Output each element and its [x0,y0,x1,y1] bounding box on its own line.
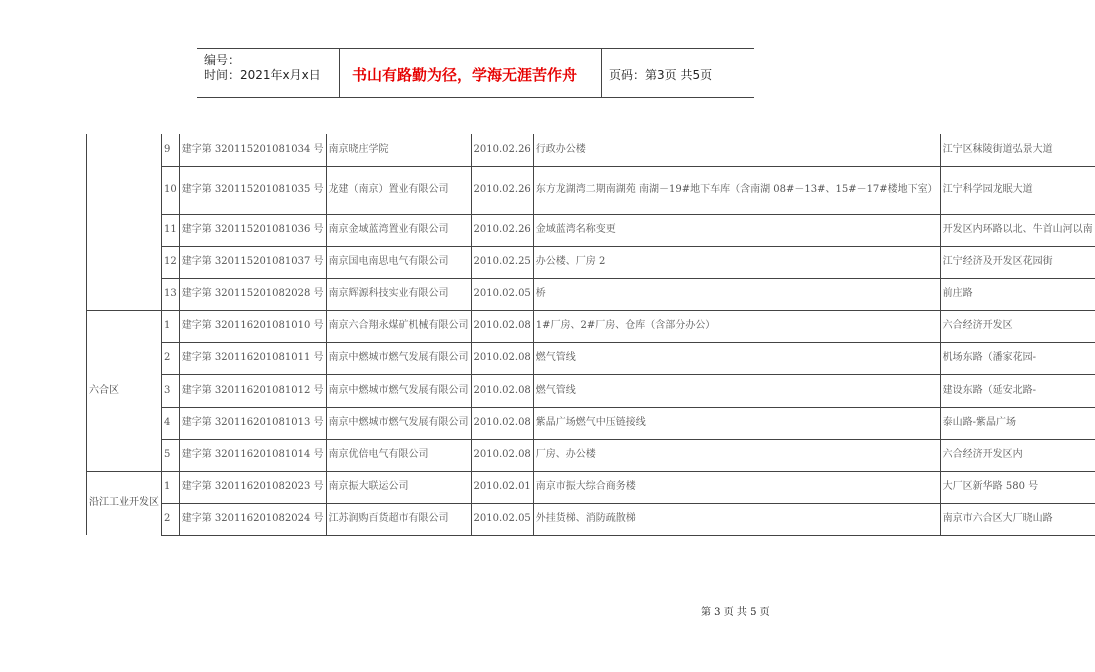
project-name: 金域蓝湾名称变更 [533,214,940,246]
applicant-unit: 南京国电南思电气有限公司 [326,246,471,278]
row-number: 1 [162,310,180,342]
row-number: 3 [162,374,180,407]
document-time-label: 时间：2021年x月x日 [204,68,321,82]
issue-date: 2010.02.08 [471,407,533,439]
district-cell: 六合区 [87,310,162,471]
header-divider [339,49,340,97]
table-row [87,166,1095,214]
permit-number: 建字第 320116201081013 号 [179,407,326,439]
project-name: 桥 [533,278,940,310]
applicant-unit: 南京辉源科技实业有限公司 [326,278,471,310]
project-address: 六合经济开发区 [940,310,1095,342]
applicant-unit: 南京金域蓝湾置业有限公司 [326,214,471,246]
applicant-unit: 南京中燃城市燃气发展有限公司 [326,374,471,407]
table-row [87,134,1095,166]
project-address: 机场东路（潘家花园- [940,342,1095,374]
issue-date: 2010.02.05 [471,503,533,535]
row-number: 12 [162,246,180,278]
district-cell: 沿江工业开发区 [87,471,162,535]
issue-date: 2010.02.08 [471,310,533,342]
applicant-unit: 南京优倍电气有限公司 [326,439,471,471]
project-name: 行政办公楼 [533,134,940,166]
project-address: 大厂区新华路 580 号 [940,471,1095,503]
permit-number: 建字第 320116201081010 号 [179,310,326,342]
table-row [87,278,1095,310]
header-page-number: 页码：第3页 共5页 [609,68,713,82]
row-number: 13 [162,278,180,310]
permit-number: 建字第 320115201081034 号 [179,134,326,166]
project-address: 开发区内环路以北、牛首山河以南 [940,214,1095,246]
document-number-label: 编号： [204,53,241,67]
district-cell [87,134,162,310]
table-row [87,246,1095,278]
project-name: 东方龙湖湾二期南湖苑 南湖－19#地下车库（含南湖 08#－13#、15#－17#楼地下室） [533,166,940,214]
permit-table [86,134,1095,536]
project-address: 前庄路 [940,278,1095,310]
permit-number: 建字第 320116201082024 号 [179,503,326,535]
permit-number: 建字第 320116201081011 号 [179,342,326,374]
row-number: 5 [162,439,180,471]
project-name: 外挂货梯、消防疏散梯 [533,503,940,535]
row-number: 11 [162,214,180,246]
row-number: 9 [162,134,180,166]
project-name: 办公楼、厂房 2 [533,246,940,278]
table-row [87,214,1095,246]
issue-date: 2010.02.26 [471,166,533,214]
project-name: 南京市振大综合商务楼 [533,471,940,503]
issue-date: 2010.02.01 [471,471,533,503]
table-row [87,374,1095,407]
project-name: 厂房、办公楼 [533,439,940,471]
project-address: 泰山路-紫晶广场 [940,407,1095,439]
table-row [87,310,1095,342]
applicant-unit: 南京六合翔永煤矿机械有限公司 [326,310,471,342]
page-footer: 第 3 页 共 5 页 [701,607,770,618]
table-row [87,471,1095,503]
project-address: 建设东路（延安北路- [940,374,1095,407]
applicant-unit: 南京晓庄学院 [326,134,471,166]
permit-number: 建字第 320115201081036 号 [179,214,326,246]
row-number: 10 [162,166,180,214]
issue-date: 2010.02.25 [471,246,533,278]
table-row [87,342,1095,374]
applicant-unit: 南京中燃城市燃气发展有限公司 [326,342,471,374]
project-name: 紫晶广场燃气中压链接线 [533,407,940,439]
permit-number: 建字第 320115201082028 号 [179,278,326,310]
project-address: 六合经济开发区内 [940,439,1095,471]
applicant-unit: 江苏润购百货超市有限公司 [326,503,471,535]
permit-number: 建字第 320116201082023 号 [179,471,326,503]
permit-number: 建字第 320116201081012 号 [179,374,326,407]
project-address: 江宁科学园龙眠大道 [940,166,1095,214]
project-address: 南京市六合区大厂晓山路 [940,503,1095,535]
row-number: 2 [162,503,180,535]
header-motto: 书山有路勤为径，学海无涯苦作舟 [352,66,578,84]
applicant-unit: 南京振大联运公司 [326,471,471,503]
project-address: 江宁经济及开发区花园街 [940,246,1095,278]
permit-number: 建字第 320115201081037 号 [179,246,326,278]
row-number: 4 [162,407,180,439]
header-divider [601,49,602,97]
permit-number: 建字第 320116201081014 号 [179,439,326,471]
permit-number: 建字第 320115201081035 号 [179,166,326,214]
table-row [87,503,1095,535]
project-name: 燃气管线 [533,342,940,374]
table-row [87,407,1095,439]
issue-date: 2010.02.08 [471,342,533,374]
table-row [87,439,1095,471]
issue-date: 2010.02.05 [471,278,533,310]
issue-date: 2010.02.26 [471,214,533,246]
project-name: 1#厂房、2#厂房、仓库（含部分办公） [533,310,940,342]
page-header [197,48,754,98]
row-number: 1 [162,471,180,503]
issue-date: 2010.02.26 [471,134,533,166]
project-address: 江宁区秣陵街道弘景大道 [940,134,1095,166]
applicant-unit: 南京中燃城市燃气发展有限公司 [326,407,471,439]
project-name: 燃气管线 [533,374,940,407]
issue-date: 2010.02.08 [471,374,533,407]
applicant-unit: 龙建（南京）置业有限公司 [326,166,471,214]
row-number: 2 [162,342,180,374]
issue-date: 2010.02.08 [471,439,533,471]
